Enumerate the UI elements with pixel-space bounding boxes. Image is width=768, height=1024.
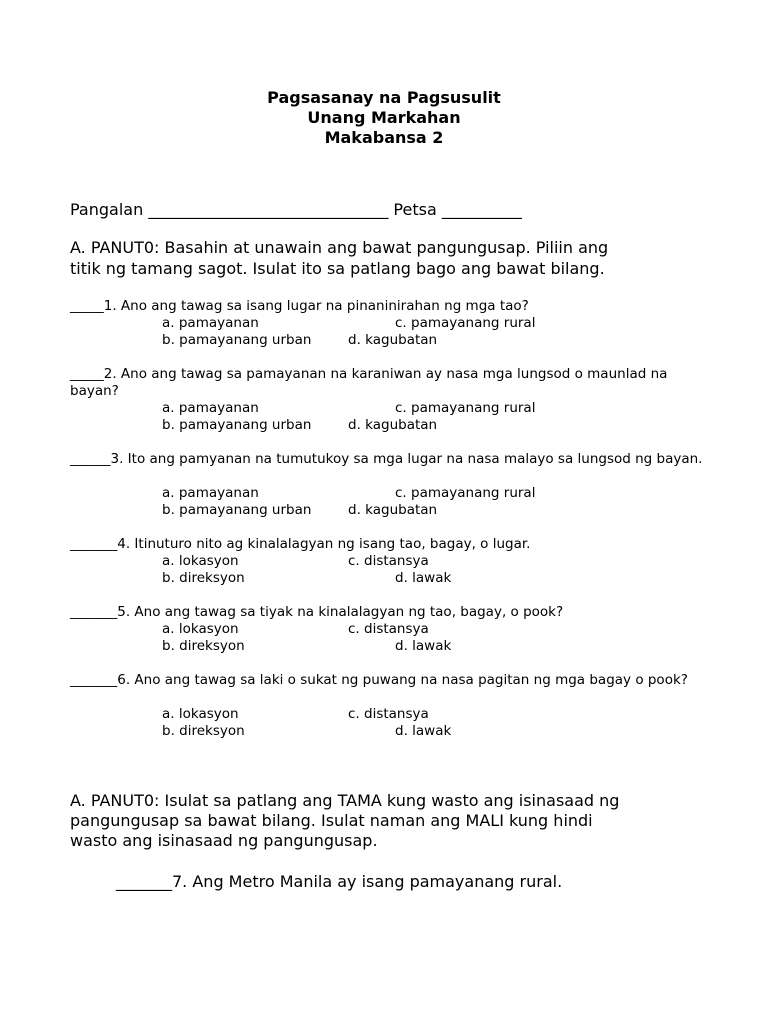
q2-option-d: d. kagubatan (348, 417, 438, 433)
q1-option-d: d. kagubatan (348, 332, 438, 348)
section-b-instructions-line1: A. PANUT0: Isulat sa patlang ang TAMA kung wasto ang isinasaad ng (70, 791, 620, 810)
q6-option-a: a. lokasyon (162, 706, 239, 722)
q4-option-c: c. distansya (348, 553, 429, 569)
q4-option-a: a. lokasyon (162, 553, 239, 569)
question-4: _______4. Itinuturo nito ag kinalalagyan ng isang tao, bagay, o lugar. (70, 536, 531, 552)
question-6: _______6. Ano ang tawag sa laki o sukat ng puwang na nasa pagitan ng mga bagay o pook? (70, 672, 688, 688)
q6-option-d: d. lawak (395, 723, 452, 739)
q1-option-a: a. pamayanan (162, 315, 259, 331)
q4-option-d: d. lawak (395, 570, 452, 586)
name-blank: ______________________________ (148, 200, 389, 219)
q5-option-a: a. lokasyon (162, 621, 239, 637)
q2-option-a: a. pamayanan (162, 400, 259, 416)
question-3: ______3. Ito ang pamyanan na tumutukoy sa mga lugar na nasa malayo sa lungsod ng bayan. (70, 451, 703, 467)
question-2: _____2. Ano ang tawag sa pamayanan na karaniwan ay nasa mga lungsod o maunlad na bayan? (70, 366, 668, 399)
q1-option-c: c. pamayanang rural (395, 315, 536, 331)
section-b-instructions-line3: wasto ang isinasaad ng pangungusap. (70, 831, 378, 850)
q6-option-c: c. distansya (348, 706, 429, 722)
date-label: Petsa (393, 200, 437, 219)
worksheet-title: Pagsasanay na Pagsusulit (267, 88, 501, 107)
worksheet-quarter: Unang Markahan (307, 108, 461, 127)
q3-option-a: a. pamayanan (162, 485, 259, 501)
item-7-text: 7. Ang Metro Manila ay isang pamayanang rural. (172, 872, 563, 891)
question-1: _____1. Ano ang tawag sa isang lugar na pinaninirahan ng mga tao? (70, 298, 529, 314)
q1-option-b: b. pamayanang urban (162, 332, 312, 348)
q3-option-c: c. pamayanang rural (395, 485, 536, 501)
q2-option-b: b. pamayanang urban (162, 417, 312, 433)
name-label: Pangalan (70, 200, 144, 219)
question-5: _______5. Ano ang tawag sa tiyak na kinalalagyan ng tao, bagay, o pook? (70, 604, 564, 620)
item-7-blank: _______ (116, 872, 172, 891)
name-date-line (70, 200, 522, 220)
q4-option-b: b. direksyon (162, 570, 245, 586)
q6-option-b: b. direksyon (162, 723, 245, 739)
q3-option-b: b. pamayanang urban (162, 502, 312, 518)
worksheet-subject: Makabansa 2 (324, 128, 444, 147)
section-b-instructions-line2: pangungusap sa bawat bilang. Isulat naman ang MALI kung hindi (70, 811, 593, 830)
section-a-instructions-line2: titik ng tamang sagot. Isulat ito sa patlang bago ang bawat bilang. (70, 259, 605, 278)
q3-option-d: d. kagubatan (348, 502, 438, 518)
q5-option-d: d. lawak (395, 638, 452, 654)
item-7 (116, 872, 562, 892)
section-a-instructions-line1: A. PANUT0: Basahin at unawain ang bawat pangungusap. Piliin ang (70, 238, 609, 257)
date-blank: __________ (441, 200, 522, 219)
q5-option-c: c. distansya (348, 621, 429, 637)
q2-option-c: c. pamayanang rural (395, 400, 536, 416)
q5-option-b: b. direksyon (162, 638, 245, 654)
